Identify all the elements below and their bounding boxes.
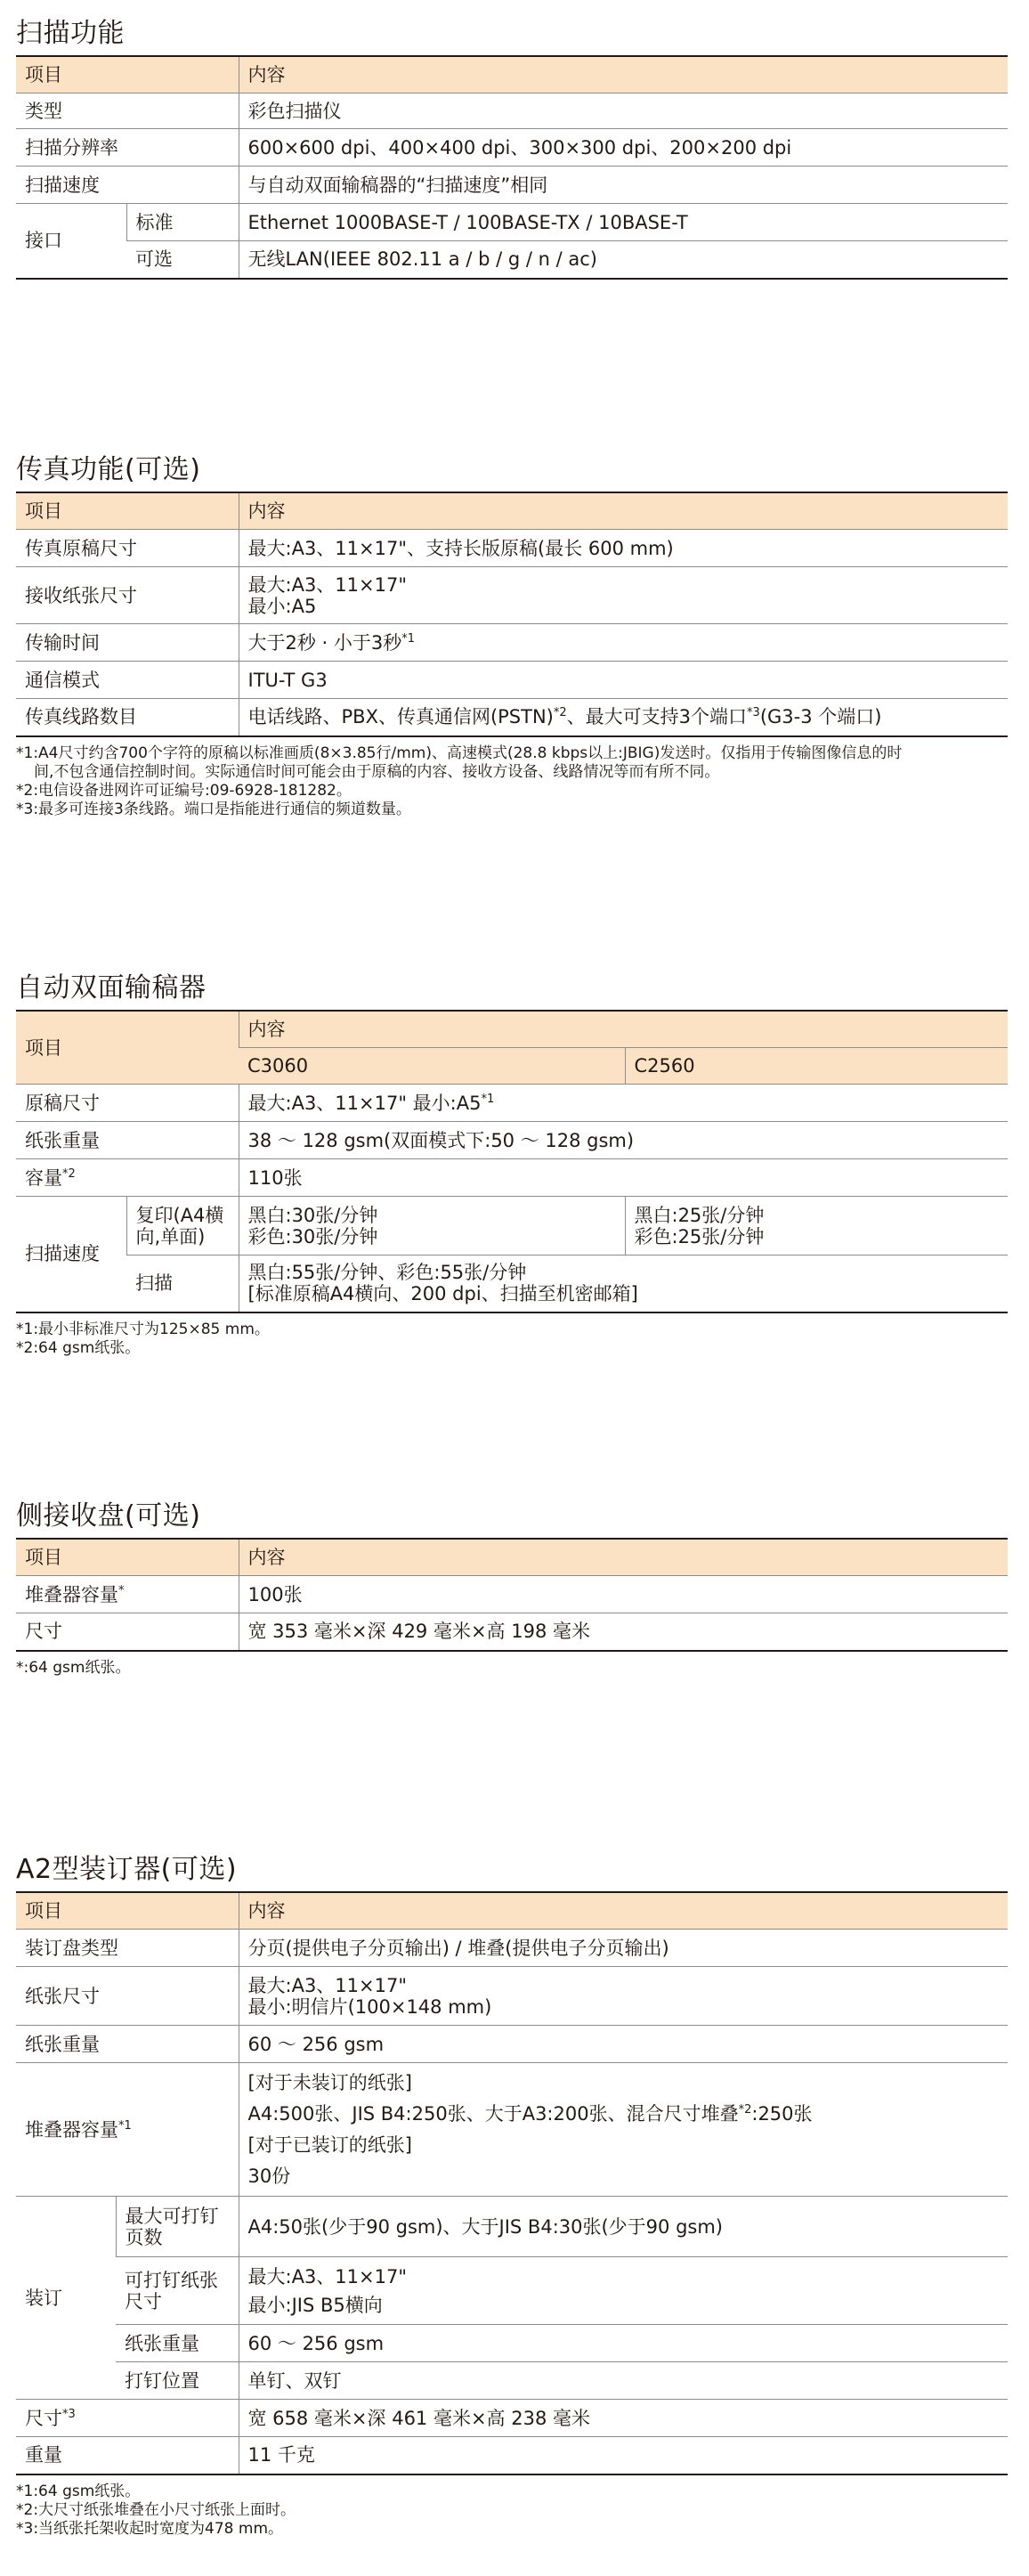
value-line: [对于已装订的纸张] <box>247 2133 412 2156</box>
row-value: 最大:A3、11×17"、支持长版原稿(最长 600 mm) <box>239 530 1008 567</box>
row-label: 传输时间 <box>16 624 239 662</box>
finisher-section <box>16 1854 1008 2539</box>
header-item: 项目 <box>16 1011 239 1085</box>
label-line: 页数 <box>125 2226 163 2248</box>
row-value: A4:50张(少于90 gsm)、大于JIS B4:30张(少于90 gsm) <box>239 2197 1008 2257</box>
row-label: 类型 <box>16 93 239 129</box>
table-row <box>16 2437 1008 2474</box>
header-content: 内容 <box>239 1892 1008 1930</box>
footnote: *1:A4尺寸约含700个字符的原稿以标准画质(8×3.85行/mm)、高速模式(28.8 kbps以上:JBIG)发送时。仅指用于传输图像信息的时 <box>16 744 903 762</box>
row-value <box>239 624 1008 662</box>
row-value: 100张 <box>239 1576 1008 1613</box>
table-row <box>16 2400 1008 2437</box>
table-row <box>16 1122 1008 1159</box>
label-text: 容量 <box>25 1166 62 1189</box>
adf-title: 自动双面输稿器 <box>16 972 207 1004</box>
table-row <box>16 241 1008 279</box>
table-row <box>16 1197 1008 1255</box>
label-text: 尺寸 <box>25 2407 62 2429</box>
row-label: 传真线路数目 <box>16 699 239 736</box>
table-row <box>16 624 1008 662</box>
row-sublabel: 标准 <box>126 204 239 241</box>
table-row <box>16 1159 1008 1197</box>
model-c3060: C3060 <box>239 1048 625 1085</box>
footnote-ref: *2 <box>553 706 567 720</box>
row-value <box>239 2257 1008 2325</box>
row-label: 纸张重量 <box>16 1122 239 1159</box>
row-value <box>239 699 1008 736</box>
value-line: 最小:A5 <box>247 595 317 617</box>
value-line: 最小:明信片(100×148 mm) <box>247 1995 492 2018</box>
row-value: Ethernet 1000BASE-T / 100BASE-TX / 10BASE-T <box>239 204 1008 241</box>
row-value: 38 ～ 128 gsm(双面模式下:50 ～ 128 gsm) <box>239 1122 1008 1159</box>
footnote: *2:64 gsm纸张。 <box>16 1338 141 1357</box>
value-text: 电话线路、PBX、传真通信网(PSTN) <box>247 706 554 728</box>
table-row <box>16 2197 1008 2257</box>
fax-section <box>16 454 1008 819</box>
row-sublabel <box>126 1197 239 1255</box>
scan-section <box>16 18 1008 280</box>
value-line <box>248 2099 1000 2130</box>
side-tray-table <box>16 1538 1008 1652</box>
table-row <box>16 1085 1008 1122</box>
value-text: :250张 <box>751 2102 813 2125</box>
row-value: 彩色扫描仪 <box>239 93 1008 129</box>
value-text: A4:500张、JIS B4:250张、大于A3:200张、混合尺寸堆叠 <box>247 2102 739 2125</box>
row-value <box>239 1085 1008 1122</box>
footnote: *1:最小非标准尺寸为125×85 mm。 <box>16 1320 270 1338</box>
finisher-footnotes <box>16 2483 1008 2539</box>
header-content: 内容 <box>239 1011 1008 1048</box>
row-label: 扫描分辨率 <box>16 129 239 167</box>
finisher-table <box>16 1891 1008 2475</box>
value-line: 最大:A3、11×17" <box>247 1974 407 1996</box>
label-line: 复印(A4横 <box>135 1204 224 1226</box>
value-line: 最大:A3、11×17" <box>247 573 407 596</box>
header-item: 项目 <box>16 56 239 93</box>
row-sublabel: 可选 <box>126 241 239 279</box>
table-row <box>16 530 1008 567</box>
row-label: 纸张尺寸 <box>16 1967 239 2026</box>
table-row <box>16 1930 1008 1967</box>
table-header-row <box>16 1011 1008 1048</box>
header-item: 项目 <box>16 1892 239 1930</box>
table-row <box>16 167 1008 204</box>
row-value: 单钉、双钉 <box>239 2362 1008 2400</box>
footnote-ref: *2 <box>738 2102 752 2117</box>
table-row <box>16 2362 1008 2400</box>
table-row <box>16 567 1008 624</box>
header-content: 内容 <box>239 56 1008 93</box>
row-value: 宽 353 毫米×深 429 毫米×高 198 毫米 <box>239 1613 1008 1651</box>
value-line: 彩色:30张/分钟 <box>247 1225 378 1247</box>
row-label: 扫描速度 <box>16 167 239 204</box>
table-header-row <box>16 1539 1008 1576</box>
table-header-row <box>16 492 1008 530</box>
row-value: 11 千克 <box>239 2437 1008 2474</box>
adf-table <box>16 1010 1008 1313</box>
fax-table <box>16 492 1008 737</box>
row-label: 接口 <box>16 204 126 279</box>
row-value <box>239 2063 1008 2197</box>
side-tray-section <box>16 1500 1008 1678</box>
row-value <box>239 567 1008 624</box>
row-value <box>625 1197 1008 1255</box>
side-tray-footnotes <box>16 1659 1008 1678</box>
row-value: 60 ～ 256 gsm <box>239 2325 1008 2362</box>
row-label: 通信模式 <box>16 662 239 699</box>
footnote: *3:当纸张托架收起时宽度为478 mm。 <box>16 2519 284 2538</box>
footnote: *:64 gsm纸张。 <box>16 1658 131 1677</box>
table-row <box>16 1613 1008 1651</box>
header-content: 内容 <box>239 1539 1008 1576</box>
row-label <box>16 1576 239 1613</box>
row-value: 宽 658 毫米×深 461 毫米×高 238 毫米 <box>239 2400 1008 2437</box>
value-line: 黑白:55张/分钟、彩色:55张/分钟 <box>247 1262 527 1284</box>
row-label: 纸张重量 <box>16 2026 239 2063</box>
row-label <box>16 2400 239 2437</box>
footnote: 间,不包含通信控制时间。实际通信时间可能会由于原稿的内容、接收方设备、线路情况等而有所不同。 <box>34 762 720 781</box>
row-value: 60 ～ 256 gsm <box>239 2026 1008 2063</box>
row-label: 尺寸 <box>16 1613 239 1651</box>
table-row <box>16 204 1008 241</box>
row-value: ITU-T G3 <box>239 662 1008 699</box>
table-row <box>16 1576 1008 1613</box>
label-line: 最大可打钉 <box>125 2205 219 2227</box>
footnote: *2:电信设备进网许可证编号:09-6928-181282。 <box>16 781 352 800</box>
fax-footnotes <box>16 744 1008 819</box>
table-row <box>16 2257 1008 2325</box>
value-line: 30份 <box>247 2165 291 2187</box>
table-row <box>16 129 1008 167</box>
model-c2560: C2560 <box>625 1048 1008 1085</box>
footnote-ref: *1 <box>118 2118 132 2133</box>
value-line: 最大:A3、11×17" <box>247 2265 407 2288</box>
table-row <box>16 93 1008 129</box>
header-item: 项目 <box>16 1539 239 1576</box>
footnote-ref: * <box>118 1583 125 1597</box>
adf-section <box>16 972 1008 1358</box>
label-line: 尺寸 <box>125 2290 162 2312</box>
row-sublabel <box>116 2257 239 2325</box>
row-value <box>239 1967 1008 2026</box>
footnote-ref: *1 <box>481 1092 495 1106</box>
value-text: 、最大可支持3个端口 <box>566 706 748 728</box>
value-line: 彩色:25张/分钟 <box>634 1225 765 1247</box>
value-line: [标准原稿A4横向、200 dpi、扫描至机密邮箱] <box>247 1283 638 1305</box>
label-line: 可打钉纸张 <box>125 2269 218 2291</box>
table-header-row <box>16 56 1008 93</box>
row-sublabel: 纸张重量 <box>116 2325 239 2362</box>
value-line: [对于未装订的纸张] <box>247 2071 412 2093</box>
row-value: 无线LAN(IEEE 802.11 a / b / g / n / ac) <box>239 241 1008 279</box>
row-sublabel: 扫描 <box>126 1255 239 1312</box>
value-line: 最小:JIS B5横向 <box>247 2294 383 2316</box>
row-value: 110张 <box>239 1159 1008 1197</box>
side-tray-title: 侧接收盘(可选) <box>16 1500 201 1532</box>
row-value: 与自动双面输稿器的“扫描速度”相同 <box>239 167 1008 204</box>
header-content: 内容 <box>239 492 1008 530</box>
value-text: 大于2秒 · 小于3秒 <box>247 631 402 654</box>
scan-title: 扫描功能 <box>16 18 125 49</box>
footnote-ref: *1 <box>401 631 416 646</box>
row-value: 600×600 dpi、400×400 dpi、300×300 dpi、200×200 dpi <box>239 129 1008 167</box>
table-row <box>16 2325 1008 2362</box>
row-label: 装订盘类型 <box>16 1930 239 1967</box>
row-label: 接收纸张尺寸 <box>16 567 239 624</box>
footnote-ref: *3 <box>62 2407 76 2421</box>
row-sublabel <box>116 2197 239 2257</box>
row-value <box>239 1197 625 1255</box>
table-row <box>16 1255 1008 1312</box>
value-line: 黑白:25张/分钟 <box>634 1204 765 1226</box>
value-text: 最大:A3、11×17" 最小:A5 <box>247 1092 482 1114</box>
footnote-ref: *2 <box>62 1166 76 1181</box>
footnote: *1:64 gsm纸张。 <box>16 2482 141 2500</box>
row-sublabel: 打钉位置 <box>116 2362 239 2400</box>
row-value: 分页(提供电子分页输出) / 堆叠(提供电子分页输出) <box>239 1930 1008 1967</box>
label-text: 堆叠器容量 <box>25 2118 118 2141</box>
footnote: *2:大尺寸纸张堆叠在小尺寸纸张上面时。 <box>16 2500 296 2519</box>
footnote: *3:最多可连接3条线路。端口是指能进行通信的频道数量。 <box>16 800 411 818</box>
row-label <box>16 2063 239 2197</box>
table-row <box>16 662 1008 699</box>
row-value <box>239 1255 1008 1312</box>
value-line: 黑白:30张/分钟 <box>247 1204 378 1226</box>
row-label: 传真原稿尺寸 <box>16 530 239 567</box>
value-text: (G3-3 个端口) <box>759 706 882 728</box>
table-row <box>16 2026 1008 2063</box>
table-row <box>16 1967 1008 2026</box>
finisher-title: A2型装订器(可选) <box>16 1854 238 1885</box>
table-row <box>16 2063 1008 2197</box>
row-label <box>16 1159 239 1197</box>
scan-table <box>16 55 1008 280</box>
label-text: 堆叠器容量 <box>25 1583 118 1605</box>
label-line: 向,单面) <box>135 1225 206 1247</box>
adf-footnotes <box>16 1321 1008 1358</box>
table-header-row <box>16 1892 1008 1930</box>
header-item: 项目 <box>16 492 239 530</box>
row-label: 装订 <box>16 2197 116 2400</box>
row-label: 重量 <box>16 2437 239 2474</box>
table-row <box>16 699 1008 736</box>
row-label: 原稿尺寸 <box>16 1085 239 1122</box>
fax-title: 传真功能(可选) <box>16 454 201 485</box>
row-label: 扫描速度 <box>16 1197 126 1312</box>
footnote-ref: *3 <box>747 706 760 720</box>
